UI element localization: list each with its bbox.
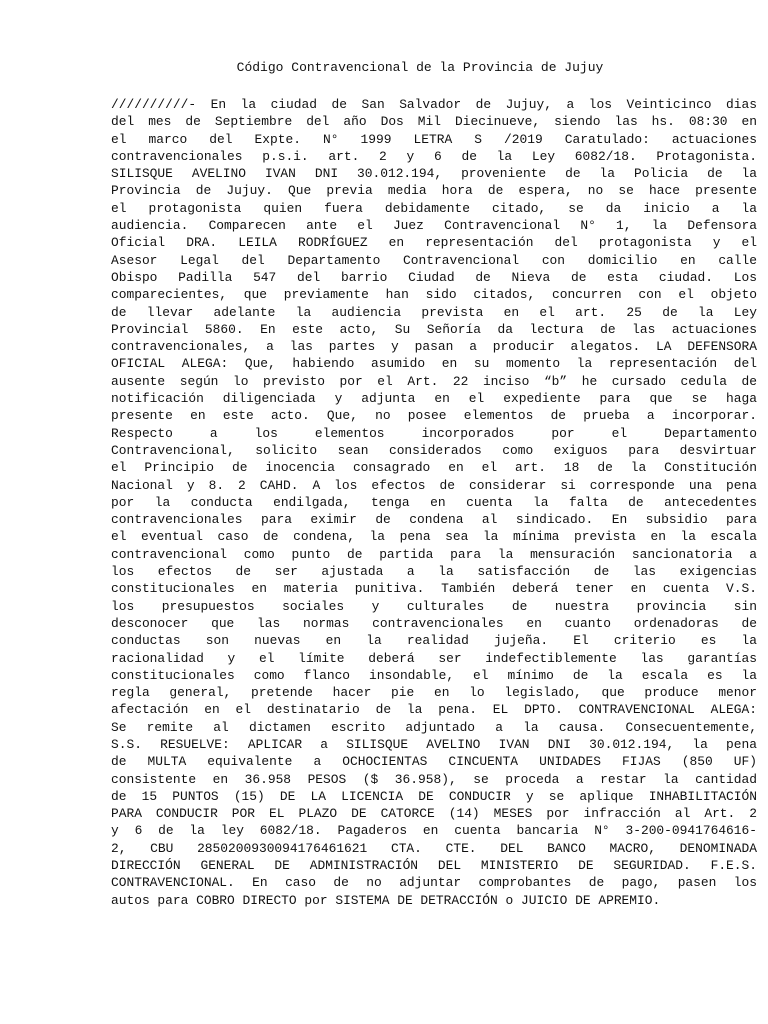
- body-line: DIRECCIÓN GENERAL DE ADMINISTRACIÓN DEL MINISTERIO DE SEGURIDAD. F.E.S.: [111, 858, 757, 874]
- body-line: del mes de Septiembre del año Dos Mil Diecinueve, siendo las hs. 08:30 en: [111, 114, 757, 130]
- body-line: por la conducta endilgada, tenga en cuenta la falta de antecedentes: [111, 494, 757, 510]
- body-line: 2, CBU 2850200930094176461621 CTA. CTE. DEL BANCO MACRO, DENOMINADA: [111, 840, 757, 856]
- body-line: //////////- En la ciudad de San Salvador de Jujuy, a los Veinticinco dias: [111, 97, 757, 112]
- body-line: Respecto a los elementos incorporados por el Departamento: [111, 425, 757, 441]
- document-body: [111, 96, 757, 909]
- body-line: OFICIAL ALEGA: Que, habiendo asumido en su momento la representación del: [111, 356, 757, 372]
- body-line: Nacional y 8. 2 CAHD. A los efectos de considerar si corresponde una pena: [111, 477, 757, 493]
- body-line: contravencional como punto de partida para la mensuración sancionatoria a: [111, 546, 757, 562]
- body-line: regla general, pretende hacer pie en lo legislado, que produce menor: [111, 685, 757, 701]
- body-line: SILISQUE AVELINO IVAN DNI 30.012.194, proveniente de la Policia de la: [111, 166, 757, 182]
- body-line: contravencionales p.s.i. art. 2 y 6 de la Ley 6082/18. Protagonista.: [111, 148, 757, 164]
- body-line: presente en este acto. Que, no posee elementos de prueba a incorporar.: [111, 408, 757, 424]
- body-line: constitucionales en materia punitiva. También deberá tener en cuenta V.S.: [111, 581, 757, 597]
- body-line: Se remite al dictamen escrito adjuntado a la causa. Consecuentemente,: [111, 719, 757, 735]
- body-line: racionalidad y el límite deberá ser indefectiblemente las garantías: [111, 650, 757, 666]
- body-line: los efectos de ser ajustada a la satisfacción de las exigencias: [111, 564, 757, 580]
- body-line: Asesor Legal del Departamento Contravencional con domicilio en calle: [111, 252, 757, 268]
- body-line: Obispo Padilla 547 del barrio Ciudad de Nieva de esta ciudad. Los: [111, 269, 757, 285]
- body-line: afectación en el destinatario de la pena. EL DPTO. CONTRAVENCIONAL ALEGA:: [111, 702, 757, 718]
- body-line: constitucionales como flanco insondable, el mínimo de la escala es la: [111, 667, 757, 683]
- body-line: notificación diligenciada y adjunta en el expediente para que se haga: [111, 391, 757, 407]
- body-line: conductas son nuevas en la realidad jujeña. El criterio es la: [111, 633, 757, 649]
- body-line: PARA CONDUCIR POR EL PLAZO DE CATORCE (14) MESES por infracción al Art. 2: [111, 806, 757, 822]
- body-line: el Principio de inocencia consagrado en el art. 18 de la Constitución: [111, 460, 757, 476]
- body-line: el eventual caso de condena, la pena sea la mínima prevista en la escala: [111, 529, 757, 545]
- body-line: autos para COBRO DIRECTO por SISTEMA DE DETRACCIÓN o JUICIO DE APREMIO.: [111, 892, 661, 908]
- body-line: ausente según lo previsto por el Art. 22 inciso “b” he cursado cedula de: [111, 373, 757, 389]
- body-line: CONTRAVENCIONAL. En caso de no adjuntar comprobantes de pago, pasen los: [111, 875, 757, 891]
- body-line: los presupuestos sociales y culturales de nuestra provincia sin: [111, 598, 757, 614]
- body-line: Provincial 5860. En este acto, Su Señoría da lectura de las actuaciones: [111, 321, 757, 337]
- body-line: el protagonista quien fuera debidamente citado, se da inicio a la: [111, 200, 757, 216]
- document-title: Código Contravencional de la Provincia de Jujuy: [236, 60, 604, 75]
- body-line: desconocer que las normas contravencionales en cuanto ordenadoras de: [111, 615, 757, 631]
- body-line: Oficial DRA. LEILA RODRÍGUEZ en representación del protagonista y el: [111, 235, 757, 251]
- body-line: consistente en 36.958 PESOS ($ 36.958), se proceda a restar la cantidad: [111, 771, 757, 787]
- body-line: el marco del Expte. N° 1999 LETRA S /2019 Caratulado: actuaciones: [111, 131, 757, 147]
- body-line: Contravencional, solicito sean considerados como exiguos para desvirtuar: [111, 442, 757, 458]
- body-line: contravencionales, a las partes y pasan a producir alegatos. LA DEFENSORA: [111, 339, 757, 355]
- body-line: de MULTA equivalente a OCHOCIENTAS CINCUENTA UNIDADES FIJAS (850 UF): [111, 754, 757, 770]
- body-line: comparecientes, que previamente han sido citados, concurren con el objeto: [111, 287, 757, 303]
- body-line: de llevar adelante la audiencia prevista en el art. 25 de la Ley: [111, 304, 757, 320]
- body-line: Provincia de Jujuy. Que previa media hora de espera, no se hace presente: [111, 183, 757, 199]
- body-line: y 6 de la ley 6082/18. Pagaderos en cuenta bancaria N° 3-200-0941764616-: [111, 823, 757, 839]
- body-line: de 15 PUNTOS (15) DE LA LICENCIA DE CONDUCIR y se aplique INHABILITACIÓN: [111, 788, 757, 804]
- body-line: contravencionales para eximir de condena al sindicado. En subsidio para: [111, 512, 757, 528]
- body-line: audiencia. Comparecen ante el Juez Contravencional N° 1, la Defensora: [111, 218, 757, 234]
- body-line: S.S. RESUELVE: APLICAR a SILISQUE AVELINO IVAN DNI 30.012.194, la pena: [111, 736, 757, 752]
